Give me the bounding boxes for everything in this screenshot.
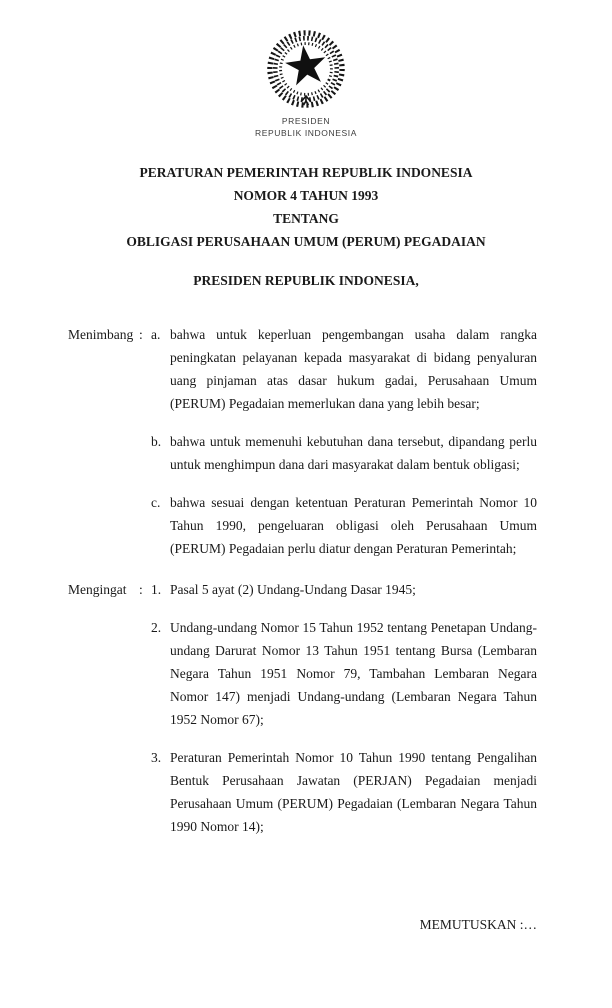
seal-org-line1: PRESIDEN <box>281 116 331 126</box>
item-marker: 2. <box>151 620 162 635</box>
item-text: Peraturan Pemerintah Nomor 10 Tahun 1990 tentang Pengalihan Bentuk Perusahaan Jawatan (PERJAN) Pegadaian menjadi Perusahaan Umum (PERUM) Pegadaian (Lembaran Negara Tahun 1990 Nomor 14); <box>170 750 537 834</box>
item-marker: 3. <box>151 750 162 765</box>
section-label: Mengingat <box>68 582 127 597</box>
item-text: Pasal 5 ayat (2) Undang-Undang Dasar 1945; <box>170 582 416 597</box>
item-text: bahwa untuk memenuhi kebutuhan dana tersebut, dipandang perlu untuk menghimpun dana dari masyarakat dalam bentuk obligasi; <box>170 434 537 472</box>
document-body <box>68 323 537 838</box>
seal-org-line2: REPUBLIK INDONESIA <box>255 128 357 138</box>
star-shape <box>283 43 328 87</box>
item-marker: c. <box>151 495 161 510</box>
letterhead <box>0 28 612 139</box>
decision-heading: MEMUTUSKAN :… <box>419 917 537 932</box>
salutation-heading: PRESIDEN REPUBLIK INDONESIA, <box>193 273 419 288</box>
label-colon: : <box>139 327 143 342</box>
item-text: Undang-undang Nomor 15 Tahun 1952 tentang Penetapan Undang-undang Darurat Nomor 13 Tahun 1951 tentang Bursa (Lembaran Negara Tahun 1951 Nomor 79, Tambahan Lembaran Negara Nomor 147) menjadi Undang-undang (Lembaran Negara Tahun 1952 Nomor 67); <box>170 620 537 727</box>
section-label: Menimbang <box>68 327 134 342</box>
title-line-tentang: TENTANG <box>273 211 339 226</box>
item-marker: 1. <box>151 582 162 597</box>
title-line-regulation: PERATURAN PEMERINTAH REPUBLIK INDONESIA <box>139 165 473 180</box>
document-title <box>0 161 612 253</box>
label-colon: : <box>139 582 143 597</box>
item-text: bahwa sesuai dengan ketentuan Peraturan Pemerintah Nomor 10 Tahun 1990, pengeluaran obligasi oleh Perusahaan Umum (PERUM) Pegadaian perlu diatur dengan Peraturan Pemerintah; <box>170 495 537 556</box>
title-line-number: NOMOR 4 TAHUN 1993 <box>233 188 379 203</box>
item-text: bahwa untuk keperluan pengembangan usaha dalam rangka peningkatan pelayanan kepada masyarakat di bidang penyaluran uang pinjaman atas dasar hukum gadai, Perusahaan Umum (PERUM) Pegadaian memerlukan dana yang lebih besar; <box>170 327 537 411</box>
section-considering <box>68 323 537 560</box>
star-wreath-emblem-icon <box>265 28 347 110</box>
item-marker: b. <box>151 434 162 449</box>
considering-item-a <box>68 323 537 415</box>
title-line-subject: OBLIGASI PERUSAHAAN UMUM (PERUM) PEGADAIAN <box>126 234 486 249</box>
recalling-item-1 <box>68 578 537 601</box>
item-marker: a. <box>151 327 161 342</box>
recalling-item-2 <box>68 616 537 731</box>
considering-item-b <box>68 430 537 476</box>
section-recalling <box>68 578 537 838</box>
recalling-item-3 <box>68 746 537 838</box>
considering-item-c <box>68 491 537 560</box>
